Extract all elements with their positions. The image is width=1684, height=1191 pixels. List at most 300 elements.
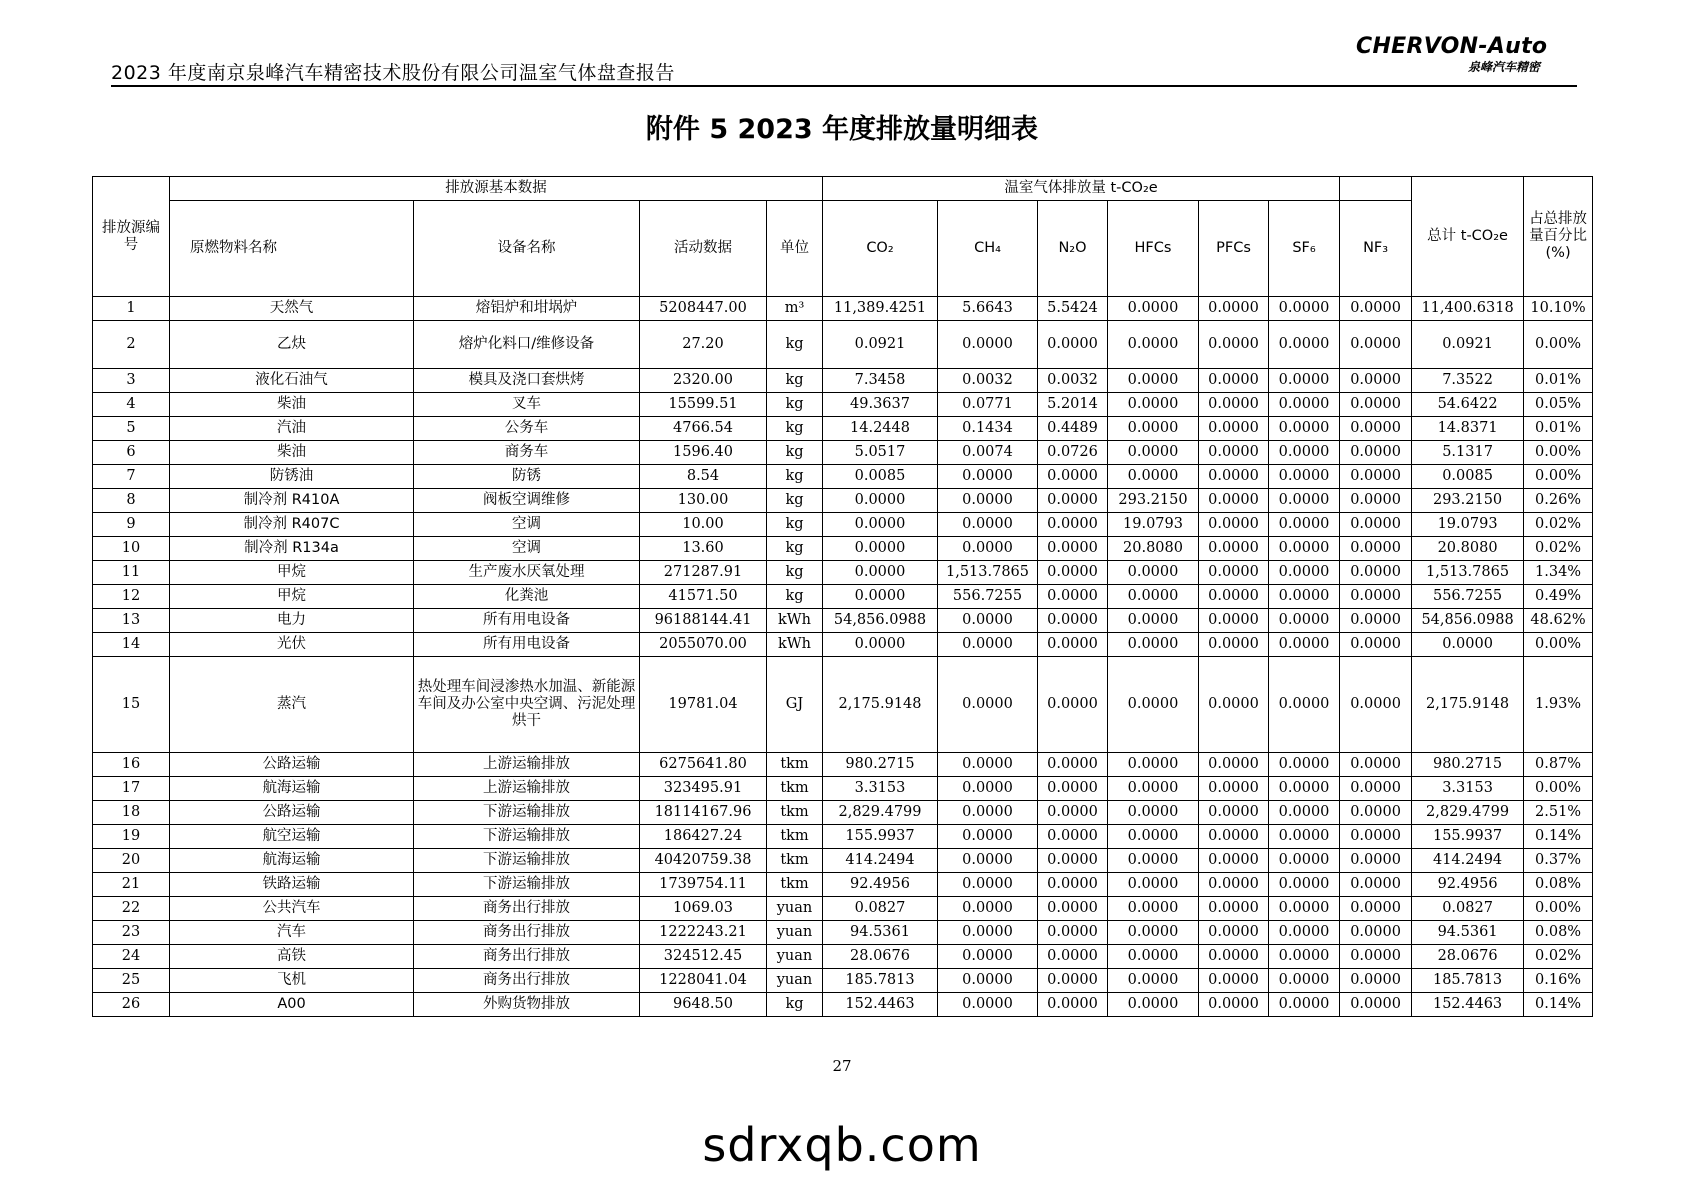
cell-pfcs: 0.0000: [1199, 993, 1269, 1017]
cell-ch4: 0.0000: [938, 873, 1038, 897]
cell-co2: 5.0517: [823, 441, 938, 465]
cell-ch4: 0.0074: [938, 441, 1038, 465]
cell-equipment: 空调: [414, 537, 640, 561]
cell-sf6: 0.0000: [1269, 945, 1340, 969]
header-basic-data: 排放源基本数据: [170, 177, 823, 201]
cell-share: 0.16%: [1524, 969, 1593, 993]
cell-n2o: 0.0000: [1038, 801, 1108, 825]
cell-activity: 8.54: [640, 465, 767, 489]
cell-hfcs: 20.8080: [1108, 537, 1199, 561]
cell-share: 0.00%: [1524, 633, 1593, 657]
cell-co2: 54,856.0988: [823, 609, 938, 633]
cell-equipment: 化粪池: [414, 585, 640, 609]
page-number: 27: [832, 1057, 852, 1075]
cell-nf3: 0.0000: [1340, 369, 1412, 393]
cell-ch4: 0.0000: [938, 321, 1038, 369]
cell-n2o: 0.0000: [1038, 849, 1108, 873]
cell-nf3: 0.0000: [1340, 561, 1412, 585]
cell-total: 155.9937: [1412, 825, 1524, 849]
cell-unit: kg: [767, 369, 823, 393]
header-hfcs: HFCs: [1108, 201, 1199, 297]
cell-sf6: 0.0000: [1269, 633, 1340, 657]
cell-co2: 980.2715: [823, 753, 938, 777]
cell-sf6: 0.0000: [1269, 849, 1340, 873]
cell-total: 3.3153: [1412, 777, 1524, 801]
cell-n2o: 0.0000: [1038, 825, 1108, 849]
cell-hfcs: 0.0000: [1108, 849, 1199, 873]
cell-source-no: 21: [93, 873, 170, 897]
cell-sf6: 0.0000: [1269, 657, 1340, 753]
table-body: [93, 297, 1593, 1017]
table-row: [93, 489, 1593, 513]
cell-share: 10.10%: [1524, 297, 1593, 321]
cell-total: 54,856.0988: [1412, 609, 1524, 633]
cell-unit: yuan: [767, 969, 823, 993]
cell-share: 2.51%: [1524, 801, 1593, 825]
cell-material: 铁路运输: [170, 873, 414, 897]
cell-equipment: 熔铝炉和坩埚炉: [414, 297, 640, 321]
cell-material: 航海运输: [170, 849, 414, 873]
header-source-no: 排放源编号: [93, 177, 170, 297]
cell-total: 0.0085: [1412, 465, 1524, 489]
cell-material: 汽油: [170, 417, 414, 441]
cell-co2: 14.2448: [823, 417, 938, 441]
cell-equipment: 模具及浇口套烘烤: [414, 369, 640, 393]
cell-source-no: 14: [93, 633, 170, 657]
cell-co2: 0.0000: [823, 513, 938, 537]
header-equipment: 设备名称: [414, 201, 640, 297]
cell-n2o: 0.0032: [1038, 369, 1108, 393]
cell-sf6: 0.0000: [1269, 753, 1340, 777]
header-unit: 单位: [767, 201, 823, 297]
cell-equipment: 阀板空调维修: [414, 489, 640, 513]
cell-activity: 1739754.11: [640, 873, 767, 897]
cell-n2o: 0.0000: [1038, 777, 1108, 801]
cell-equipment: 叉车: [414, 393, 640, 417]
cell-activity: 41571.50: [640, 585, 767, 609]
cell-unit: kWh: [767, 609, 823, 633]
cell-pfcs: 0.0000: [1199, 561, 1269, 585]
cell-source-no: 25: [93, 969, 170, 993]
table-row: [93, 825, 1593, 849]
document-title: 附件 5 2023 年度排放量明细表: [645, 114, 1039, 145]
cell-source-no: 13: [93, 609, 170, 633]
cell-co2: 7.3458: [823, 369, 938, 393]
cell-hfcs: 0.0000: [1108, 945, 1199, 969]
cell-ch4: 5.6643: [938, 297, 1038, 321]
cell-material: 航空运输: [170, 825, 414, 849]
cell-share: 0.00%: [1524, 441, 1593, 465]
cell-source-no: 22: [93, 897, 170, 921]
cell-equipment: 上游运输排放: [414, 753, 640, 777]
cell-co2: 2,829.4799: [823, 801, 938, 825]
cell-total: 7.3522: [1412, 369, 1524, 393]
cell-n2o: 0.0000: [1038, 945, 1108, 969]
table-row: [93, 945, 1593, 969]
cell-pfcs: 0.0000: [1199, 609, 1269, 633]
cell-ch4: 0.1434: [938, 417, 1038, 441]
cell-equipment: 防锈: [414, 465, 640, 489]
cell-total: 14.8371: [1412, 417, 1524, 441]
cell-pfcs: 0.0000: [1199, 873, 1269, 897]
cell-total: 980.2715: [1412, 753, 1524, 777]
cell-sf6: 0.0000: [1269, 393, 1340, 417]
cell-n2o: 0.0000: [1038, 633, 1108, 657]
cell-nf3: 0.0000: [1340, 777, 1412, 801]
table-row: [93, 585, 1593, 609]
cell-co2: 3.3153: [823, 777, 938, 801]
cell-sf6: 0.0000: [1269, 441, 1340, 465]
cell-equipment: 下游运输排放: [414, 825, 640, 849]
cell-total: 0.0827: [1412, 897, 1524, 921]
cell-equipment: 商务出行排放: [414, 969, 640, 993]
cell-equipment: 空调: [414, 513, 640, 537]
cell-total: 20.8080: [1412, 537, 1524, 561]
cell-co2: 0.0085: [823, 465, 938, 489]
cell-share: 0.00%: [1524, 897, 1593, 921]
cell-nf3: 0.0000: [1340, 465, 1412, 489]
cell-ch4: 0.0000: [938, 513, 1038, 537]
cell-nf3: 0.0000: [1340, 657, 1412, 753]
cell-equipment: 商务出行排放: [414, 945, 640, 969]
table-row: [93, 753, 1593, 777]
cell-ch4: 0.0000: [938, 777, 1038, 801]
cell-equipment: 下游运输排放: [414, 873, 640, 897]
cell-pfcs: 0.0000: [1199, 753, 1269, 777]
cell-source-no: 18: [93, 801, 170, 825]
cell-ch4: 0.0771: [938, 393, 1038, 417]
cell-hfcs: 0.0000: [1108, 777, 1199, 801]
cell-hfcs: 0.0000: [1108, 321, 1199, 369]
cell-material: 蒸汽: [170, 657, 414, 753]
cell-total: 28.0676: [1412, 945, 1524, 969]
cell-share: 1.34%: [1524, 561, 1593, 585]
cell-material: 甲烷: [170, 585, 414, 609]
cell-source-no: 1: [93, 297, 170, 321]
cell-sf6: 0.0000: [1269, 801, 1340, 825]
cell-material: 甲烷: [170, 561, 414, 585]
cell-pfcs: 0.0000: [1199, 801, 1269, 825]
cell-nf3: 0.0000: [1340, 801, 1412, 825]
cell-unit: GJ: [767, 657, 823, 753]
cell-unit: tkm: [767, 825, 823, 849]
cell-activity: 323495.91: [640, 777, 767, 801]
cell-co2: 0.0000: [823, 537, 938, 561]
cell-unit: kWh: [767, 633, 823, 657]
cell-nf3: 0.0000: [1340, 753, 1412, 777]
cell-activity: 18114167.96: [640, 801, 767, 825]
cell-hfcs: 0.0000: [1108, 441, 1199, 465]
cell-sf6: 0.0000: [1269, 921, 1340, 945]
table-row: [93, 369, 1593, 393]
table-row: [93, 993, 1593, 1017]
cell-sf6: 0.0000: [1269, 465, 1340, 489]
cell-n2o: 0.0000: [1038, 609, 1108, 633]
cell-hfcs: 0.0000: [1108, 297, 1199, 321]
cell-total: 5.1317: [1412, 441, 1524, 465]
cell-share: 0.02%: [1524, 513, 1593, 537]
cell-ch4: 0.0000: [938, 897, 1038, 921]
cell-unit: tkm: [767, 753, 823, 777]
cell-source-no: 3: [93, 369, 170, 393]
watermark: sdrxqb.com: [702, 1118, 982, 1172]
cell-n2o: 0.0000: [1038, 873, 1108, 897]
cell-material: 制冷剂 R134a: [170, 537, 414, 561]
cell-material: 天然气: [170, 297, 414, 321]
header-divider: [111, 85, 1577, 87]
cell-pfcs: 0.0000: [1199, 945, 1269, 969]
cell-hfcs: 0.0000: [1108, 561, 1199, 585]
cell-share: 0.01%: [1524, 417, 1593, 441]
cell-sf6: 0.0000: [1269, 777, 1340, 801]
cell-co2: 49.3637: [823, 393, 938, 417]
cell-source-no: 26: [93, 993, 170, 1017]
header-nf3: NF₃: [1340, 201, 1412, 297]
cell-share: 0.01%: [1524, 369, 1593, 393]
cell-share: 0.02%: [1524, 945, 1593, 969]
cell-sf6: 0.0000: [1269, 969, 1340, 993]
cell-equipment: 生产废水厌氧处理: [414, 561, 640, 585]
cell-share: 0.08%: [1524, 921, 1593, 945]
cell-co2: 152.4463: [823, 993, 938, 1017]
cell-pfcs: 0.0000: [1199, 369, 1269, 393]
cell-equipment: 熔炉化料口/维修设备: [414, 321, 640, 369]
cell-sf6: 0.0000: [1269, 609, 1340, 633]
cell-activity: 6275641.80: [640, 753, 767, 777]
cell-material: 汽车: [170, 921, 414, 945]
cell-n2o: 5.5424: [1038, 297, 1108, 321]
cell-activity: 130.00: [640, 489, 767, 513]
cell-source-no: 2: [93, 321, 170, 369]
cell-sf6: 0.0000: [1269, 825, 1340, 849]
cell-ch4: 0.0000: [938, 537, 1038, 561]
cell-unit: tkm: [767, 777, 823, 801]
cell-share: 0.08%: [1524, 873, 1593, 897]
logo-subtext: 泉峰汽车精密: [1467, 60, 1540, 74]
table-row: [93, 297, 1593, 321]
cell-n2o: 0.0000: [1038, 561, 1108, 585]
cell-activity: 4766.54: [640, 417, 767, 441]
cell-hfcs: 0.0000: [1108, 633, 1199, 657]
cell-n2o: 0.0000: [1038, 993, 1108, 1017]
cell-n2o: 0.0000: [1038, 969, 1108, 993]
cell-nf3: 0.0000: [1340, 969, 1412, 993]
table-column-header-row: [93, 201, 1593, 297]
table-row: [93, 321, 1593, 369]
cell-unit: tkm: [767, 801, 823, 825]
cell-nf3: 0.0000: [1340, 537, 1412, 561]
cell-n2o: 0.0000: [1038, 753, 1108, 777]
cell-total: 185.7813: [1412, 969, 1524, 993]
cell-hfcs: 0.0000: [1108, 969, 1199, 993]
cell-nf3: 0.0000: [1340, 609, 1412, 633]
cell-activity: 40420759.38: [640, 849, 767, 873]
cell-sf6: 0.0000: [1269, 321, 1340, 369]
cell-activity: 186427.24: [640, 825, 767, 849]
cell-equipment: 商务车: [414, 441, 640, 465]
header-co2: CO₂: [823, 201, 938, 297]
cell-nf3: 0.0000: [1340, 585, 1412, 609]
cell-activity: 15599.51: [640, 393, 767, 417]
table-row: [93, 441, 1593, 465]
table-row: [93, 897, 1593, 921]
cell-hfcs: 293.2150: [1108, 489, 1199, 513]
cell-pfcs: 0.0000: [1199, 321, 1269, 369]
cell-source-no: 10: [93, 537, 170, 561]
cell-share: 0.14%: [1524, 993, 1593, 1017]
cell-co2: 28.0676: [823, 945, 938, 969]
cell-unit: yuan: [767, 921, 823, 945]
cell-share: 0.14%: [1524, 825, 1593, 849]
header-n2o: N₂O: [1038, 201, 1108, 297]
cell-ch4: 0.0000: [938, 633, 1038, 657]
cell-pfcs: 0.0000: [1199, 393, 1269, 417]
cell-share: 0.87%: [1524, 753, 1593, 777]
cell-sf6: 0.0000: [1269, 297, 1340, 321]
cell-n2o: 0.0726: [1038, 441, 1108, 465]
header-activity: 活动数据: [640, 201, 767, 297]
cell-unit: kg: [767, 537, 823, 561]
cell-source-no: 17: [93, 777, 170, 801]
table-row: [93, 633, 1593, 657]
cell-share: 48.62%: [1524, 609, 1593, 633]
cell-total: 2,175.9148: [1412, 657, 1524, 753]
cell-hfcs: 0.0000: [1108, 585, 1199, 609]
cell-ch4: 0.0000: [938, 489, 1038, 513]
cell-equipment: 商务出行排放: [414, 921, 640, 945]
header-share: 占总排放量百分比(%): [1524, 177, 1593, 297]
cell-nf3: 0.0000: [1340, 393, 1412, 417]
header-material: 原燃物料名称: [170, 201, 414, 297]
cell-n2o: 0.0000: [1038, 657, 1108, 753]
cell-sf6: 0.0000: [1269, 873, 1340, 897]
cell-hfcs: 0.0000: [1108, 393, 1199, 417]
cell-unit: kg: [767, 441, 823, 465]
cell-sf6: 0.0000: [1269, 561, 1340, 585]
cell-material: 航海运输: [170, 777, 414, 801]
cell-hfcs: 0.0000: [1108, 873, 1199, 897]
cell-nf3: 0.0000: [1340, 489, 1412, 513]
cell-share: 1.93%: [1524, 657, 1593, 753]
cell-activity: 1228041.04: [640, 969, 767, 993]
cell-activity: 324512.45: [640, 945, 767, 969]
cell-co2: 0.0000: [823, 561, 938, 585]
cell-unit: kg: [767, 513, 823, 537]
cell-activity: 9648.50: [640, 993, 767, 1017]
header-total: 总计 t-CO₂e: [1412, 177, 1524, 297]
cell-unit: yuan: [767, 897, 823, 921]
cell-nf3: 0.0000: [1340, 873, 1412, 897]
cell-ch4: 0.0000: [938, 609, 1038, 633]
cell-material: A00: [170, 993, 414, 1017]
cell-pfcs: 0.0000: [1199, 633, 1269, 657]
cell-hfcs: 0.0000: [1108, 465, 1199, 489]
cell-pfcs: 0.0000: [1199, 441, 1269, 465]
cell-nf3: 0.0000: [1340, 849, 1412, 873]
table-row: [93, 777, 1593, 801]
cell-hfcs: 0.0000: [1108, 993, 1199, 1017]
header-ghg-emissions: 温室气体排放量 t-CO₂e: [823, 177, 1340, 201]
cell-pfcs: 0.0000: [1199, 897, 1269, 921]
table-row: [93, 609, 1593, 633]
cell-pfcs: 0.0000: [1199, 849, 1269, 873]
cell-equipment: 公务车: [414, 417, 640, 441]
cell-n2o: 0.0000: [1038, 537, 1108, 561]
cell-ch4: 0.0000: [938, 945, 1038, 969]
cell-sf6: 0.0000: [1269, 537, 1340, 561]
cell-material: 液化石油气: [170, 369, 414, 393]
cell-ch4: 0.0000: [938, 801, 1038, 825]
cell-co2: 185.7813: [823, 969, 938, 993]
cell-total: 19.0793: [1412, 513, 1524, 537]
table-row: [93, 969, 1593, 993]
cell-ch4: 556.7255: [938, 585, 1038, 609]
cell-pfcs: 0.0000: [1199, 297, 1269, 321]
company-logo: [1356, 34, 1546, 76]
cell-n2o: 0.0000: [1038, 321, 1108, 369]
cell-source-no: 23: [93, 921, 170, 945]
cell-total: 0.0921: [1412, 321, 1524, 369]
cell-total: 152.4463: [1412, 993, 1524, 1017]
table-group-header-row: [93, 177, 1593, 201]
cell-ch4: 0.0000: [938, 849, 1038, 873]
table-row: [93, 657, 1593, 753]
cell-sf6: 0.0000: [1269, 513, 1340, 537]
cell-material: 高铁: [170, 945, 414, 969]
table-row: [93, 417, 1593, 441]
cell-total: 293.2150: [1412, 489, 1524, 513]
cell-unit: kg: [767, 561, 823, 585]
cell-hfcs: 0.0000: [1108, 801, 1199, 825]
cell-activity: 1596.40: [640, 441, 767, 465]
cell-equipment: 下游运输排放: [414, 849, 640, 873]
table-row: [93, 537, 1593, 561]
cell-source-no: 5: [93, 417, 170, 441]
cell-material: 柴油: [170, 393, 414, 417]
cell-unit: tkm: [767, 849, 823, 873]
cell-sf6: 0.0000: [1269, 489, 1340, 513]
cell-material: 制冷剂 R407C: [170, 513, 414, 537]
cell-pfcs: 0.0000: [1199, 777, 1269, 801]
cell-nf3: 0.0000: [1340, 513, 1412, 537]
cell-hfcs: 0.0000: [1108, 753, 1199, 777]
cell-hfcs: 0.0000: [1108, 897, 1199, 921]
logo-text: CHERVON-Auto: [1356, 34, 1548, 59]
cell-n2o: 5.2014: [1038, 393, 1108, 417]
cell-n2o: 0.0000: [1038, 921, 1108, 945]
cell-material: 柴油: [170, 441, 414, 465]
cell-pfcs: 0.0000: [1199, 489, 1269, 513]
cell-co2: 0.0000: [823, 489, 938, 513]
cell-ch4: 0.0032: [938, 369, 1038, 393]
cell-equipment: 所有用电设备: [414, 633, 640, 657]
cell-total: 92.4956: [1412, 873, 1524, 897]
cell-pfcs: 0.0000: [1199, 921, 1269, 945]
cell-pfcs: 0.0000: [1199, 825, 1269, 849]
emissions-table: [92, 176, 1593, 1017]
cell-source-no: 8: [93, 489, 170, 513]
cell-pfcs: 0.0000: [1199, 513, 1269, 537]
cell-unit: kg: [767, 393, 823, 417]
cell-share: 0.05%: [1524, 393, 1593, 417]
cell-sf6: 0.0000: [1269, 993, 1340, 1017]
cell-source-no: 20: [93, 849, 170, 873]
cell-material: 公共汽车: [170, 897, 414, 921]
cell-pfcs: 0.0000: [1199, 657, 1269, 753]
cell-unit: kg: [767, 585, 823, 609]
cell-equipment: 商务出行排放: [414, 897, 640, 921]
cell-ch4: 0.0000: [938, 921, 1038, 945]
